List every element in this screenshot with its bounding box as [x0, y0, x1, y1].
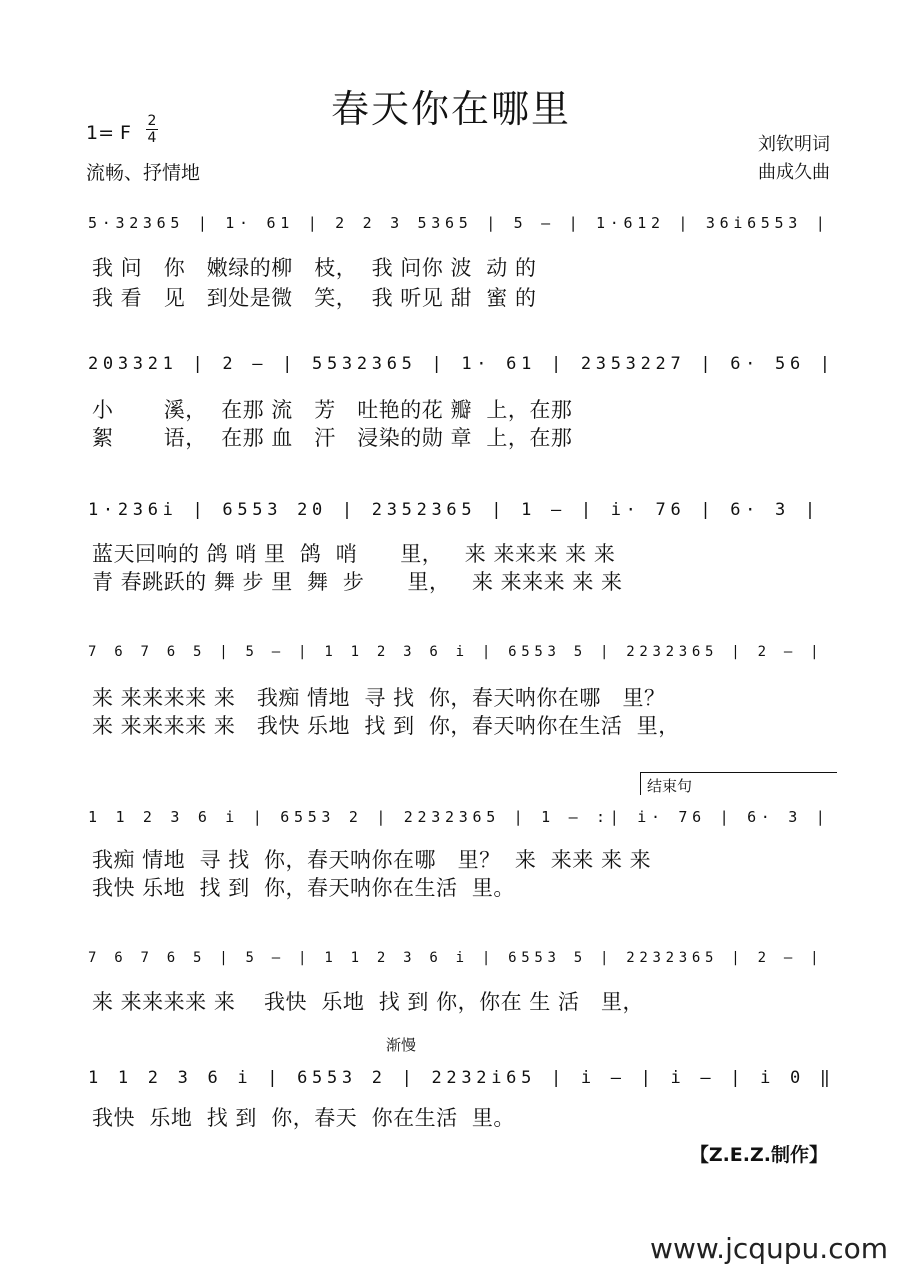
lyrics-row-5-verse-1: 我痴 情地 寻 找 你，春天呐你在哪 里？ 来 来来 来 来: [92, 848, 652, 872]
meter-bottom: 4: [147, 130, 157, 146]
watermark: www.jcqupu.com: [650, 1232, 888, 1265]
tempo-mark: 流畅、抒情地: [86, 162, 201, 184]
lyrics-row-5-verse-2: 我快 乐地 找 到 你，春天呐你在生活 里。: [92, 876, 515, 900]
lyrics-row-4-verse-1: 来 来来来来 来 我痴 情地 寻 找 你，春天呐你在哪 里？: [92, 686, 666, 710]
lyrics-row-1-verse-2: 我 看 见 到处是微 笑， 我 听见 甜 蜜 的: [92, 286, 537, 310]
tempo-change-mark: 渐慢: [386, 1036, 417, 1054]
ending-label: 结束句: [647, 777, 693, 795]
notes-row-4: [88, 636, 836, 680]
lyrics-row-2-verse-2: 絮 语， 在那 血 汗 浸染的勋 章 上，在那: [92, 426, 573, 450]
lyrics-row-2-verse-1: 小 溪， 在那 流 芳 吐艳的花 瓣 上，在那: [92, 398, 573, 422]
notation-line: 203321 | 2 — | 5532365 | 1· 61 | 2353227 | 6· 56 |: [88, 354, 835, 374]
credit-label: 【Z.E.Z.制作】: [689, 1144, 828, 1166]
notation-line: 1 1 2 3 6 i | 6553 2 | 2232i65 | i — | i — | i 0 ‖: [88, 1068, 835, 1088]
lyrics-row-7-verse-1: 我快 乐地 找 到 你，春天 你在生活 里。: [92, 1106, 515, 1130]
notation-line: 7 6 7 6 5 | 5 — | 1 1 2 3 6 i | 6553 5 | 2232365 | 2 — |: [88, 644, 824, 660]
notation-line: 5·32365 | 1· 61 | 2 2 3 5365 | 5 — | 1·612 | 36i6553 |: [88, 214, 830, 232]
notes-row-2: [88, 346, 836, 390]
lyrics-row-3-verse-1: 蓝天回响的 鸽 哨 里 鸽 哨 里， 来 来来来 来 来: [92, 542, 616, 566]
time-signature: [146, 114, 158, 145]
notes-row-3: [88, 492, 836, 536]
lyrics-row-1-verse-1: 我 问 你 嫩绿的柳 枝， 我 问你 波 动 的: [92, 256, 537, 280]
notes-row-6: [88, 942, 836, 986]
key-signature: 1= F: [86, 122, 131, 144]
ending-bracket: [640, 772, 837, 795]
notation-line: 1 1 2 3 6 i | 6553 2 | 2232365 | 1 — :| i· 76 | 6· 3 |: [88, 808, 830, 826]
song-title: 春天你在哪里: [330, 87, 571, 131]
meter-top: 2: [147, 113, 157, 129]
lyrics-row-4-verse-2: 来 来来来来 来 我快 乐地 找 到 你，春天呐你在生活 里，: [92, 714, 680, 738]
notes-row-5: [88, 800, 836, 844]
lyrics-row-6-verse-1: 来 来来来来 来 我快 乐地 找 到 你，你在 生 活 里，: [92, 990, 644, 1014]
notation-line: 7 6 7 6 5 | 5 — | 1 1 2 3 6 i | 6553 5 | 2232365 | 2 — |: [88, 950, 824, 966]
notes-row-1: [88, 206, 836, 250]
notation-line: 1·236i | 6553 20 | 2352365 | 1 — | i· 76 | 6· 3 |: [88, 500, 820, 520]
lyrics-row-3-verse-2: 青 春跳跃的 舞 步 里 舞 步 里， 来 来来来 来 来: [92, 570, 623, 594]
notes-row-7: [88, 1060, 836, 1104]
composer: 曲成久曲: [758, 162, 830, 183]
lyricist: 刘钦明词: [758, 134, 830, 155]
